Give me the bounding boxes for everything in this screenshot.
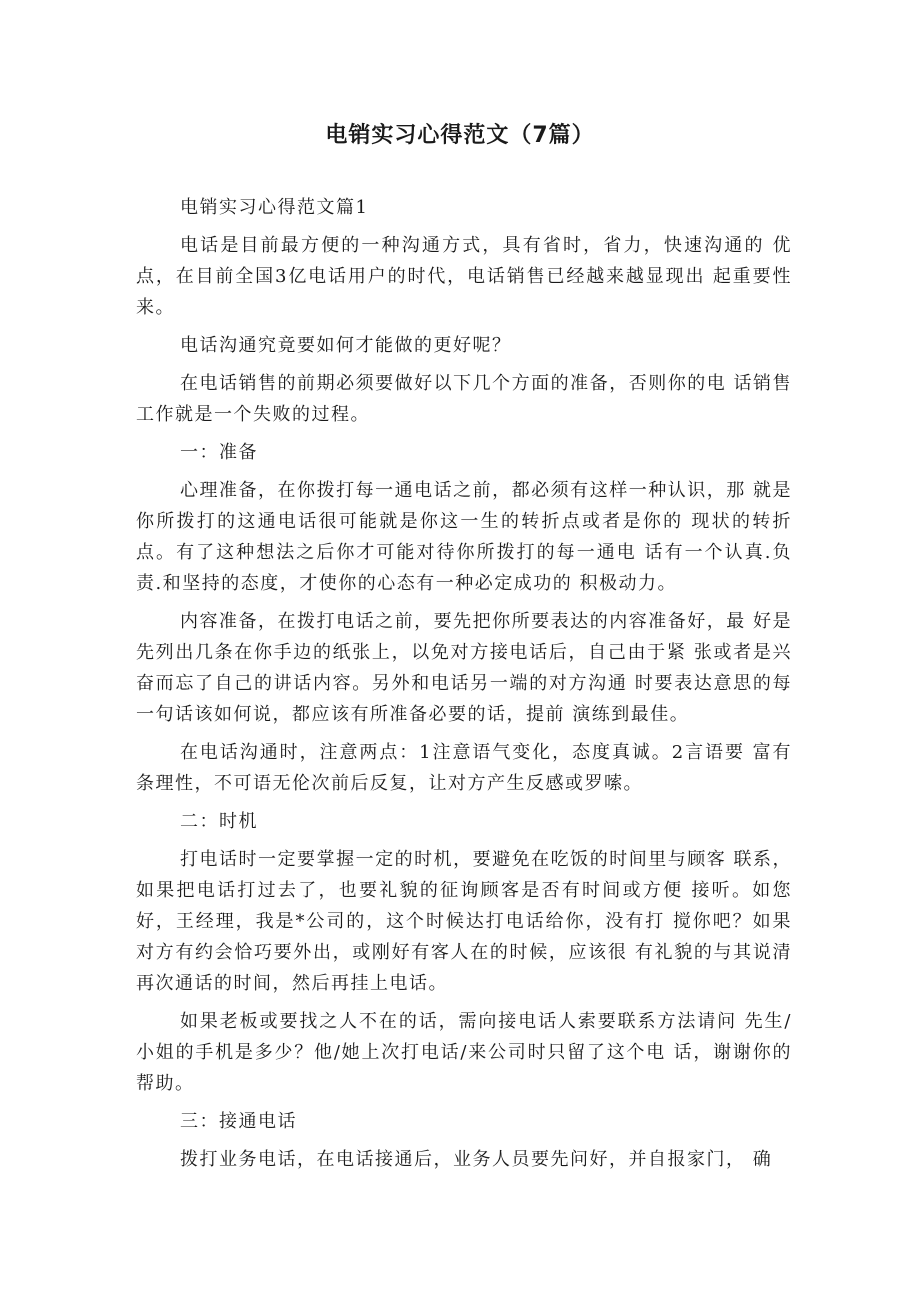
document-title: 电销实习心得范文（7篇） (325, 123, 595, 148)
body-paragraph: 心理准备，在你拨打每一通电话之前，都必须有这样一种认识，那 就是你所拨打的这通电话很可能就是你这一生的转折点或者是你的 现状的转折点。有了这种想法之后你才可能对待你所拨打的每一通电 话有一个认真.负责.和坚持的态度，才使你的心态有一种必定成功的 积极动力。 (136, 480, 792, 594)
body-paragraph: 在电话销售的前期必须要做好以下几个方面的准备，否则你的电 话销售工作就是一个失败的过程。 (136, 373, 792, 425)
body-paragraph: 在电话沟通时，注意两点：1注意语气变化，态度真诚。2言语要 富有条理性，不可语无伦次前后反复，让对方产生反感或罗嗦。 (136, 742, 792, 794)
body-paragraph: 拨打业务电话，在电话接通后，业务人员要先问好，并自报家门， 确 (180, 1149, 773, 1170)
section-heading: 三：接通电话 (180, 1111, 297, 1132)
body-paragraph: 电话沟通究竟要如何才能做的更好呢？ (180, 335, 512, 356)
section-heading: 电销实习心得范文篇1 (180, 197, 369, 218)
section-heading: 二：时机 (180, 811, 258, 832)
body-paragraph: 如果老板或要找之人不在的话，需向接电话人索要联系方法请问 先生/小姐的手机是多少？他/她上次打电话/来公司时只留了这个电 话，谢谢你的帮助。 (136, 1011, 792, 1094)
document-body (136, 192, 792, 1182)
body-paragraph: 电话是目前最方便的一种沟通方式，具有省时，省力，快速沟通的 优点，在目前全国3亿电话用户的时代，电话销售已经越来越显现出 起重要性来。 (136, 235, 792, 318)
body-paragraph: 打电话时一定要掌握一定的时机，要避免在吃饭的时间里与顾客 联系，如果把电话打过去了，也要礼貌的征询顾客是否有时间或方便 接听。如您好，王经理，我是*公司的，这个时候达打电话给你，没有打 搅你吧？如果对方有约会恰巧要外出，或刚好有客人在的时候，应该很 有礼貌的与其说清再次通话的时间，然后再挂上电话。 (136, 849, 792, 994)
body-paragraph: 内容准备，在拨打电话之前，要先把你所要表达的内容准备好，最 好是先列出几条在你手边的纸张上，以免对方接电话后，自己由于紧 张或者是兴奋而忘了自己的讲话内容。另外和电话另一端的对方沟通 时要表达意思的每一句话该如何说，都应该有所准备必要的话，提前 演练到最佳。 (136, 611, 792, 725)
section-heading: 一：准备 (180, 442, 258, 463)
